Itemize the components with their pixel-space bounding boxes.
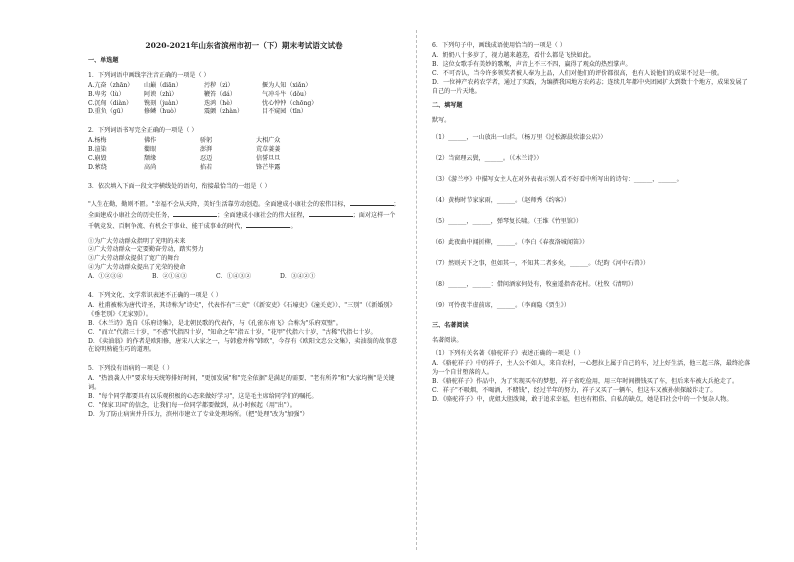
question-8-stem: （1）下列有关名著《骆驼祥子》表述正确的一项是（ ） bbox=[432, 350, 585, 358]
section-single-choice: 一、单选题 bbox=[88, 56, 119, 64]
question-1-option-a: A.亢奋（zhān） 山巅（diān） 污秽（zì） 揠为人知（xiǎn） bbox=[88, 81, 312, 89]
question-3-item-1: ①为广大劳动群众指明了光明的未来 bbox=[88, 237, 186, 245]
column-divider bbox=[416, 30, 417, 550]
question-2-stem: 2．下列词语书写完全正确的一项是（ ） bbox=[88, 127, 198, 135]
question-5-option-c: C．"保家卫国"的信念，让我们每一位同学都要做到，从小时候起（用"出"）。 bbox=[88, 402, 296, 409]
question-4-stem: 4．下列文化、文学常识表述不正确的一项是（ ） bbox=[88, 292, 222, 300]
question-2-option-a: A.杨梅 佛作 骄躬 大相广众 bbox=[88, 137, 281, 145]
question-1-option-d: D.重负（gū） 修鳞（huò） 震颤（zhàn） 目不窥园（tīn） bbox=[88, 108, 307, 116]
question-4-option-c: C．"而立"代指三十岁，"不惑"代指四十岁，"知命之年"指五十岁，"花甲"代指六十岁，"古稀"代指七十岁。 bbox=[88, 328, 377, 336]
paper-title: 2020-2021年山东省滨州市初一（下）期末考试语文试卷 bbox=[145, 41, 343, 50]
question-3-stem: 3．依次填入下面一段文字横线处的语句，衔接最恰当的一组是（ ） bbox=[88, 182, 271, 190]
fill-item-3: （3）《游兰亭》中描写女主人在对外表表示别人看不好看中所写出的诗句：______，______。 bbox=[432, 176, 683, 184]
question-6-option-c: C．不可否认，当今许多领奖者被人奉为上品，人们对他们的评价都很高，也有人说他们的成果不过是一般。 bbox=[432, 69, 724, 77]
fill-item-1: （1）______，一山放出一山拦。（杨万里《过松源晨炊漆公店》） bbox=[432, 134, 607, 142]
question-8-option-b: B．《骆驼祥子》作品中，为了实现买车的梦想，祥子省吃俭用，用三年时间攒钱买了车，但后来车被大兵抢走了。 bbox=[432, 377, 739, 385]
right-column bbox=[432, 38, 752, 405]
question-5-option-d: D．为了防止病害并升压力，滨州市建立了专业处理场所。（把"处理"改为"加强"） bbox=[88, 410, 309, 418]
question-3-item-3: ③广大劳动群众提供了宽广的舞台 bbox=[88, 255, 180, 263]
reading-intro: 名著阅读。 bbox=[432, 337, 463, 345]
section-classics: 三、名著阅读 bbox=[432, 322, 469, 330]
question-4-option-b: B．《木兰诗》选自《乐府诗集》，是北朝民歌的代表作，与《孔雀东南飞》合称为"乐府双璧"。 bbox=[88, 319, 342, 327]
question-8-option-a: A．《骆驼祥子》中的祥子，主人公不如人，来自农村，一心想拉上属于自己的车，过上好生活，他三起三落，最终沦落为一个自甘堕落的人。 bbox=[432, 360, 751, 377]
question-6-option-a: A．奶奶八十多岁了，视力越来越差，看什么都是飞快如此。 bbox=[432, 51, 595, 59]
question-6-option-d: D．一位神产农药农学者，通过了实践，为编撰我国地方农药志；连续几年都中央团园扩大到数十个地方，成果发展了自己的一片天地。 bbox=[432, 78, 748, 95]
question-5-option-b: B．"每个同学都要具有以乐观积极的心态来做好学习"，这是毛主席给同学们的嘱托。 bbox=[88, 393, 318, 401]
question-8-option-c: C．祥子"不吸烟，不喝酒，不赌钱"，经过半年的努力，祥子又买了一辆车，但这车又被孙侦探敲诈走了。 bbox=[432, 386, 717, 394]
question-6-stem: 6．下列句子中，画线成语使用恰当的一项是（ ） bbox=[432, 42, 566, 49]
fill-item-8: （8）______，______：借问酒家何处有，牧童遥指杏花村。（杜牧《清明》） bbox=[432, 280, 637, 288]
question-2-option-c: C.崩毁 颓缘 忍迈 信誓旦旦 bbox=[88, 155, 281, 163]
fill-item-7: （7）然则天下之事，但如其一，不知其二者多矣，______。（纪昀《河中石兽》） bbox=[432, 259, 650, 267]
left-column bbox=[88, 36, 400, 420]
question-3-choices: A．①②③④ B．②①④③ C．①④③② D．③④②① bbox=[88, 273, 316, 281]
question-5-stem: 5．下列没有语病的一项是（ ） bbox=[88, 365, 174, 373]
fill-item-9: （9）可怜夜半虚前席，______。（李商隐《贾生》） bbox=[432, 301, 570, 309]
question-1-stem: 1．下列词语中画线字注音正确的一项是（ ） bbox=[88, 71, 210, 79]
question-2-option-b: B.渲染 衢眼 澎湃 荒草萋萋 bbox=[88, 146, 281, 154]
section-fill: 二、填写题 bbox=[432, 102, 463, 110]
question-4-option-d: D．《卖油翁》的作者是欧阳修，唐宋八大家之一，与韩愈并称"韩欧"，今存有《欧阳文忠公文集》，卖油翁的故事意在说明熟能生巧的道理。 bbox=[88, 337, 398, 354]
question-1-option-c: C.沉甸（diàn） 镌刻（juàn） 迭鸿（hè） 忧心忡忡（chōng） bbox=[88, 99, 318, 107]
question-3-item-2: ②广大劳动群众一定要勤奋劳动，踏实努力 bbox=[88, 246, 204, 254]
fill-item-2: （2）当窗理云鬓，______。（《木兰诗》） bbox=[432, 155, 543, 163]
question-5-option-a: A．"热浪袭人中"要求每天统筹排好时间，"更加发展"和"完全依据"是满足的需要、"老有所养"和"大家均衡"是关键词。 bbox=[88, 375, 395, 392]
question-6-option-b: B．这位女歌手有美妙的歌喉，声音上不三不四，赢得了观众的热烈掌声。 bbox=[432, 60, 632, 68]
question-8-option-d: D．《骆驼祥子》中，虎姐大胆泼辣，敢于追求幸福，但也有粗俗、自私的缺点，她是旧社会中的一个复杂人物。 bbox=[432, 395, 733, 403]
question-1-option-b: B.卑劣（lù） 阿谀（zhì） 鞭笞（dá） 气冲斗牛（dǒu） bbox=[88, 90, 311, 98]
fill-item-6: （6）此夜曲中闻折柳，______。（李白《春夜洛城闻笛》） bbox=[432, 238, 589, 246]
question-3-item-4: ④为广大劳动群众提出了光荣的使命 bbox=[88, 264, 186, 272]
question-3-passage: "人生在勤，勤则不匮。"幸福不会从天降，美好生活靠劳动创造。全面建成小康社会的宏伟目标， ；全面建成小康社会的历史任务， ；全面建成小康社会的伟大征程， ；面对这样一个千帆竞发、百舸争流、有机会干事业、能干成事业的时代， 。 bbox=[88, 200, 400, 230]
fill-intro: 默写。 bbox=[432, 117, 451, 125]
question-2-option-d: D.萦绕 高尚 掐若 锋芒毕露 bbox=[88, 163, 281, 171]
fill-item-4: （4）黄梅时节家家雨，______。（赵师秀《约客》） bbox=[432, 196, 570, 204]
fill-item-5: （5）______，______，弹琴复长啸。（王维《竹里馆》） bbox=[432, 217, 583, 225]
question-4-option-a: A．杜甫被称为唐代诗圣，其诗称为"诗史"，代表作有"三吏"（《新安吏》《石壕吏》《潼关吏》）、"三别"（《新婚别》《垂老别》《无家别》）。 bbox=[88, 301, 396, 318]
